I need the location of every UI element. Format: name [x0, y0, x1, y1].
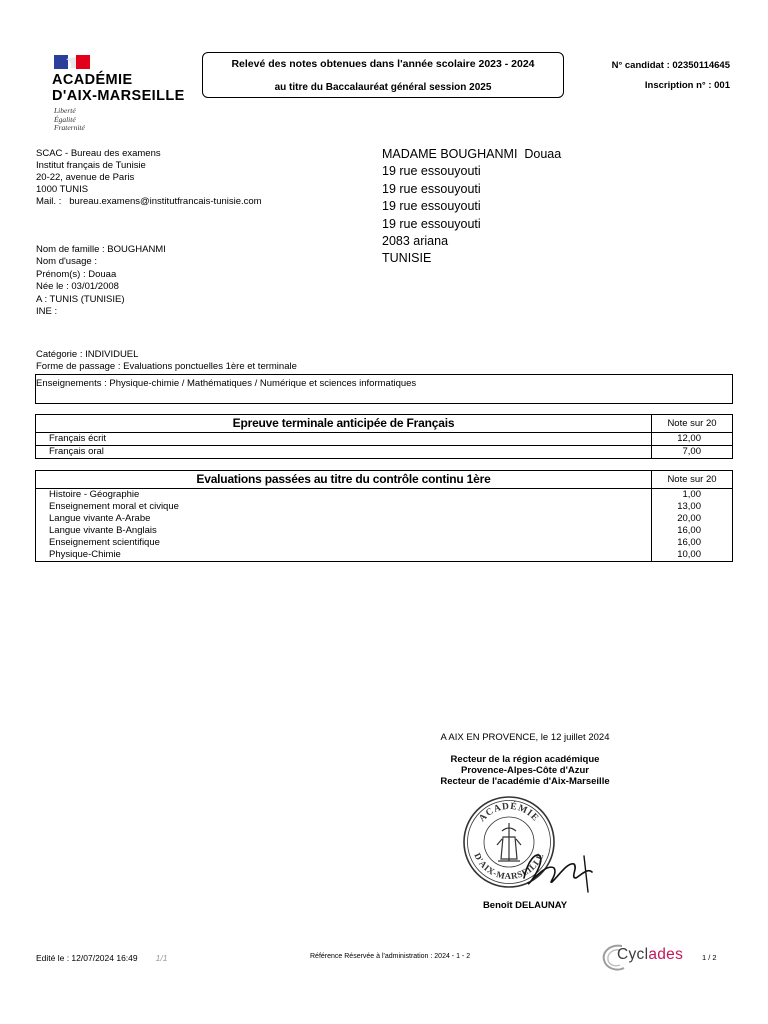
document-subtitle: au titre du Baccalauréat général session 2025	[274, 82, 492, 93]
republique-francaise-flag-icon	[54, 55, 90, 69]
subject-grade: 7,00	[652, 446, 733, 459]
table-header-row	[36, 471, 733, 489]
seal-bottom-text: D'AIX-MARSEILLE	[472, 851, 546, 882]
recipient-line: 19 rue essouyouti	[382, 181, 481, 196]
identity-line: INE :	[36, 306, 58, 318]
subject-name: Physique-Chimie	[36, 549, 652, 562]
identity-line: Prénom(s) : Douaa	[36, 268, 117, 280]
sender-line: SCAC - Bureau des examens	[36, 148, 161, 159]
subject-grade: 1,00	[652, 489, 733, 502]
recipient-line: 19 rue essouyouti	[382, 164, 481, 179]
rector-title-line: Recteur de la région académique	[450, 754, 600, 765]
continuous-assessment-table	[35, 470, 733, 562]
motto-liberte: Liberté	[54, 106, 76, 115]
brand-part-a: Cycl	[617, 946, 649, 963]
identity-line: Nom de famille : BOUGHANMI	[36, 244, 166, 255]
table-row	[36, 433, 733, 446]
place-date: A AIX EN PROVENCE, le 12 juillet 2024	[440, 732, 610, 743]
category-info	[36, 349, 297, 374]
inscription-number: Inscription n° : 001	[644, 80, 730, 91]
subject-name: Langue vivante B-Anglais	[36, 525, 652, 537]
enseignements-text: Enseignements : Physique-chimie / Mathématiques / Numérique et sciences informatiques	[36, 378, 417, 389]
seal-top-text: ACADÉMIE	[477, 801, 541, 825]
subject-name: Enseignement moral et civique	[36, 501, 652, 513]
edited-date	[36, 953, 167, 963]
motto-egalite: Égalité	[54, 114, 76, 124]
table-row	[36, 513, 733, 525]
edited-timestamp: Edité le : 12/07/2024 16:49	[36, 953, 138, 963]
table-title: Epreuve terminale anticipée de Français	[36, 415, 652, 433]
table-header-row	[36, 415, 733, 433]
cyclades-brand	[617, 946, 683, 964]
page-indicator-small: 1/1	[155, 953, 168, 963]
enseignements-box	[35, 374, 733, 404]
document-title-box	[202, 52, 564, 98]
recipient-line: 19 rue essouyouti	[382, 216, 481, 231]
subject-grade: 13,00	[652, 501, 733, 513]
subject-grade: 12,00	[652, 433, 733, 446]
academie-logo-name	[52, 72, 185, 104]
recipient-line: 2083 ariana	[382, 234, 449, 249]
rector-title	[400, 754, 650, 787]
table-row	[36, 501, 733, 513]
subject-grade: 16,00	[652, 537, 733, 549]
brand-part-b: ades	[648, 946, 684, 963]
subject-name: Enseignement scientifique	[36, 537, 652, 549]
subject-name: Français oral	[36, 446, 652, 459]
recipient-name: MADAME BOUGHANMI Douaa	[382, 147, 562, 161]
category-line: Catégorie : INDIVIDUEL	[36, 349, 139, 360]
logo-name-line2: D'AIX-MARSEILLE	[52, 88, 185, 104]
identity-line: Nom d'usage :	[36, 256, 97, 268]
rector-title-line: Recteur de l'académie d'Aix-Marseille	[440, 776, 610, 787]
passage-form-line: Forme de passage : Evaluations ponctuelles 1ère et terminale	[36, 361, 297, 373]
identity-line: Née le : 03/01/2008	[36, 281, 119, 293]
recipient-country: TUNISIE	[382, 251, 432, 266]
note-column-header: Note sur 20	[652, 471, 733, 489]
sender-email: Mail. : bureau.examens@institutfrancais-tunisie.com	[36, 196, 262, 207]
motto-fraternite: Fraternité	[54, 123, 85, 133]
french-exam-table	[35, 414, 733, 459]
subject-name: Langue vivante A-Arabe	[36, 513, 652, 525]
logo-name-line1: ACADÉMIE	[52, 72, 133, 88]
sender-line: 1000 TUNIS	[36, 184, 89, 195]
recipient-line: 19 rue essouyouti	[382, 199, 481, 214]
table-row	[36, 537, 733, 549]
logo-motto	[54, 107, 85, 133]
subject-grade: 10,00	[652, 549, 733, 562]
identity-line: A : TUNIS (TUNISIE)	[36, 293, 125, 305]
note-column-header: Note sur 20	[652, 415, 733, 433]
table-row	[36, 525, 733, 537]
candidate-info	[612, 56, 730, 96]
recipient-address	[382, 146, 561, 268]
candidate-identity	[36, 244, 166, 318]
table-row	[36, 489, 733, 502]
sender-line: 20-22, avenue de Paris	[36, 172, 135, 183]
table-title: Evaluations passées au titre du contrôle continu 1ère	[36, 471, 652, 489]
admin-reference: Référence Réservée à l'administration : 2024 - 1 - 2	[310, 953, 471, 960]
rector-title-line: Provence-Alpes-Côte d'Azur	[461, 765, 589, 776]
handwritten-signature-icon	[518, 838, 618, 898]
subject-grade: 16,00	[652, 525, 733, 537]
document-title: Relevé des notes obtenues dans l'année scolaire 2023 - 2024	[231, 58, 535, 70]
sender-address	[36, 148, 262, 208]
subject-name: Histoire - Géographie	[36, 489, 652, 502]
subject-grade: 20,00	[652, 513, 733, 525]
table-row	[36, 549, 733, 562]
sender-line: Institut français de Tunisie	[36, 160, 146, 171]
table-row	[36, 446, 733, 459]
subject-name: Français écrit	[36, 433, 652, 446]
signer-name: Benoît DELAUNAY	[482, 900, 568, 911]
candidate-number: N° candidat : 02350114645	[611, 60, 730, 71]
page-number: 1 / 2	[702, 953, 717, 962]
